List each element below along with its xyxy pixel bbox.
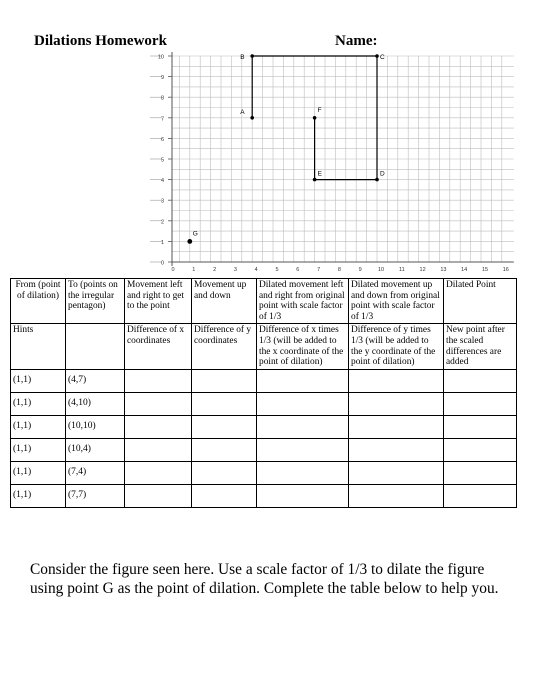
x-tick-label: 14 — [461, 267, 468, 273]
instructions-text: Consider the figure seen here. Use a scale factor of 1/3 to dilate the figure using point G as the point of dilation. Complete the table below to help you. — [30, 561, 499, 597]
answer-cell[interactable] — [444, 415, 517, 438]
answer-cell[interactable] — [257, 484, 349, 507]
from-cell: (1,1) — [11, 484, 66, 507]
vertex-point — [313, 178, 317, 182]
x-tick-label: 3 — [233, 267, 237, 273]
to-cell: (4,10) — [66, 392, 125, 415]
answer-cell[interactable] — [349, 392, 444, 415]
from-cell: (1,1) — [11, 415, 66, 438]
y-tick-label: 2 — [160, 219, 164, 226]
dilation-table — [10, 278, 517, 508]
x-tick-label: 10 — [377, 267, 385, 273]
answer-cell[interactable] — [444, 484, 517, 507]
answer-cell[interactable] — [444, 438, 517, 461]
answer-cell[interactable] — [257, 415, 349, 438]
vertex-point — [250, 116, 254, 120]
x-tick-label: 4 — [254, 267, 258, 273]
hint-dilated-y: Difference of y times 1/3 (will be added to the y coordinate of the point of dilation) — [349, 324, 444, 369]
x-tick-label: 0 — [171, 267, 175, 273]
to-cell: (7,7) — [66, 484, 125, 507]
answer-cell[interactable] — [125, 369, 192, 392]
name-label: Name: — [335, 33, 378, 49]
answer-cell[interactable] — [192, 484, 257, 507]
homework-title: Dilations Homework — [34, 33, 167, 49]
y-tick-label: 7 — [160, 116, 164, 123]
answer-cell[interactable] — [192, 461, 257, 484]
answer-cell[interactable] — [349, 438, 444, 461]
y-tick-label: 6 — [160, 136, 164, 143]
answer-cell[interactable] — [125, 438, 192, 461]
answer-cell[interactable] — [349, 415, 444, 438]
x-tick-label: 13 — [440, 267, 447, 273]
x-tick-label: 15 — [481, 267, 489, 273]
header-dilated-x: Dilated movement left and right from original point with scale factor of 1/3 — [257, 279, 349, 324]
y-tick-label: 8 — [160, 95, 164, 102]
from-cell: (1,1) — [11, 461, 66, 484]
table-row — [11, 415, 517, 438]
x-tick-label: 9 — [358, 267, 362, 273]
header-from: From (point of dilation) — [11, 279, 66, 324]
from-cell: (1,1) — [11, 392, 66, 415]
table-row — [11, 392, 517, 415]
x-tick-label: 5 — [275, 267, 279, 273]
answer-cell[interactable] — [192, 415, 257, 438]
to-cell: (10,4) — [66, 438, 125, 461]
vertex-label-e: E — [317, 170, 322, 178]
y-tick-label: 5 — [160, 157, 164, 164]
answer-cell[interactable] — [257, 461, 349, 484]
vertex-point — [313, 116, 317, 120]
y-tick-label: 1 — [160, 239, 164, 246]
answer-cell[interactable] — [257, 392, 349, 415]
answer-cell[interactable] — [257, 438, 349, 461]
answer-cell[interactable] — [125, 484, 192, 507]
y-tick-label: 10 — [157, 54, 164, 61]
y-tick-label: 4 — [160, 178, 164, 185]
x-tick-label: 7 — [317, 267, 321, 273]
vertex-point — [375, 178, 379, 182]
hint-label: Hints — [11, 324, 66, 369]
answer-cell[interactable] — [444, 461, 517, 484]
vertex-label-g: G — [192, 230, 198, 238]
table-header-row — [11, 279, 517, 324]
x-tick-label: 12 — [419, 267, 426, 273]
table-row — [11, 438, 517, 461]
answer-cell[interactable] — [192, 438, 257, 461]
from-cell: (1,1) — [11, 438, 66, 461]
x-tick-label: 6 — [296, 267, 300, 273]
y-tick-label: 3 — [160, 198, 164, 205]
hint-move-x: Difference of x coordinates — [125, 324, 192, 369]
to-cell: (4,7) — [66, 369, 125, 392]
x-tick-label: 8 — [337, 267, 341, 273]
vertex-label-d: D — [380, 170, 385, 178]
hint-dilated-x: Difference of x times 1/3 (will be added to the x coordinate of the point of dilation) — [257, 324, 349, 369]
header-to: To (points on the irregular pentagon) — [66, 279, 125, 324]
y-tick-label: 0 — [160, 260, 164, 267]
table-hints-row — [11, 324, 517, 369]
header-move-x: Movement left and right to get to the point — [125, 279, 192, 324]
vertex-point — [250, 54, 254, 58]
answer-cell[interactable] — [257, 369, 349, 392]
header-dilated-y: Dilated movement up and down from original point with scale factor of 1/3 — [349, 279, 444, 324]
vertex-label-c: C — [380, 54, 385, 61]
answer-cell[interactable] — [444, 392, 517, 415]
answer-cell[interactable] — [125, 415, 192, 438]
table-row — [11, 484, 517, 507]
to-cell: (10,10) — [66, 415, 125, 438]
x-tick-label: 1 — [192, 267, 196, 273]
answer-cell[interactable] — [125, 461, 192, 484]
vertex-label-f: F — [317, 106, 322, 114]
answer-cell[interactable] — [349, 369, 444, 392]
vertex-point — [375, 54, 379, 58]
answer-cell[interactable] — [349, 461, 444, 484]
hint-dilated-point: New point after the scaled differences are added — [444, 324, 517, 369]
answer-cell[interactable] — [444, 369, 517, 392]
x-tick-label: 16 — [502, 267, 509, 273]
table-row — [11, 461, 517, 484]
header-move-y: Movement up and down — [192, 279, 257, 324]
table-row — [11, 369, 517, 392]
dilation-center-point — [187, 239, 192, 244]
header-dilated-point: Dilated Point — [444, 279, 517, 324]
from-cell: (1,1) — [11, 369, 66, 392]
answer-cell[interactable] — [349, 484, 444, 507]
y-tick-label: 9 — [160, 75, 164, 82]
coordinate-graph — [0, 0, 540, 280]
vertex-label-b: B — [240, 54, 245, 61]
hint-move-y: Difference of y coordinates — [192, 324, 257, 369]
x-tick-label: 11 — [398, 267, 405, 273]
answer-cell[interactable] — [192, 369, 257, 392]
x-tick-label: 2 — [213, 267, 217, 273]
to-cell: (7,4) — [66, 461, 125, 484]
answer-cell[interactable] — [125, 392, 192, 415]
hint-to — [66, 324, 125, 369]
answer-cell[interactable] — [192, 392, 257, 415]
vertex-label-a: A — [240, 108, 245, 116]
